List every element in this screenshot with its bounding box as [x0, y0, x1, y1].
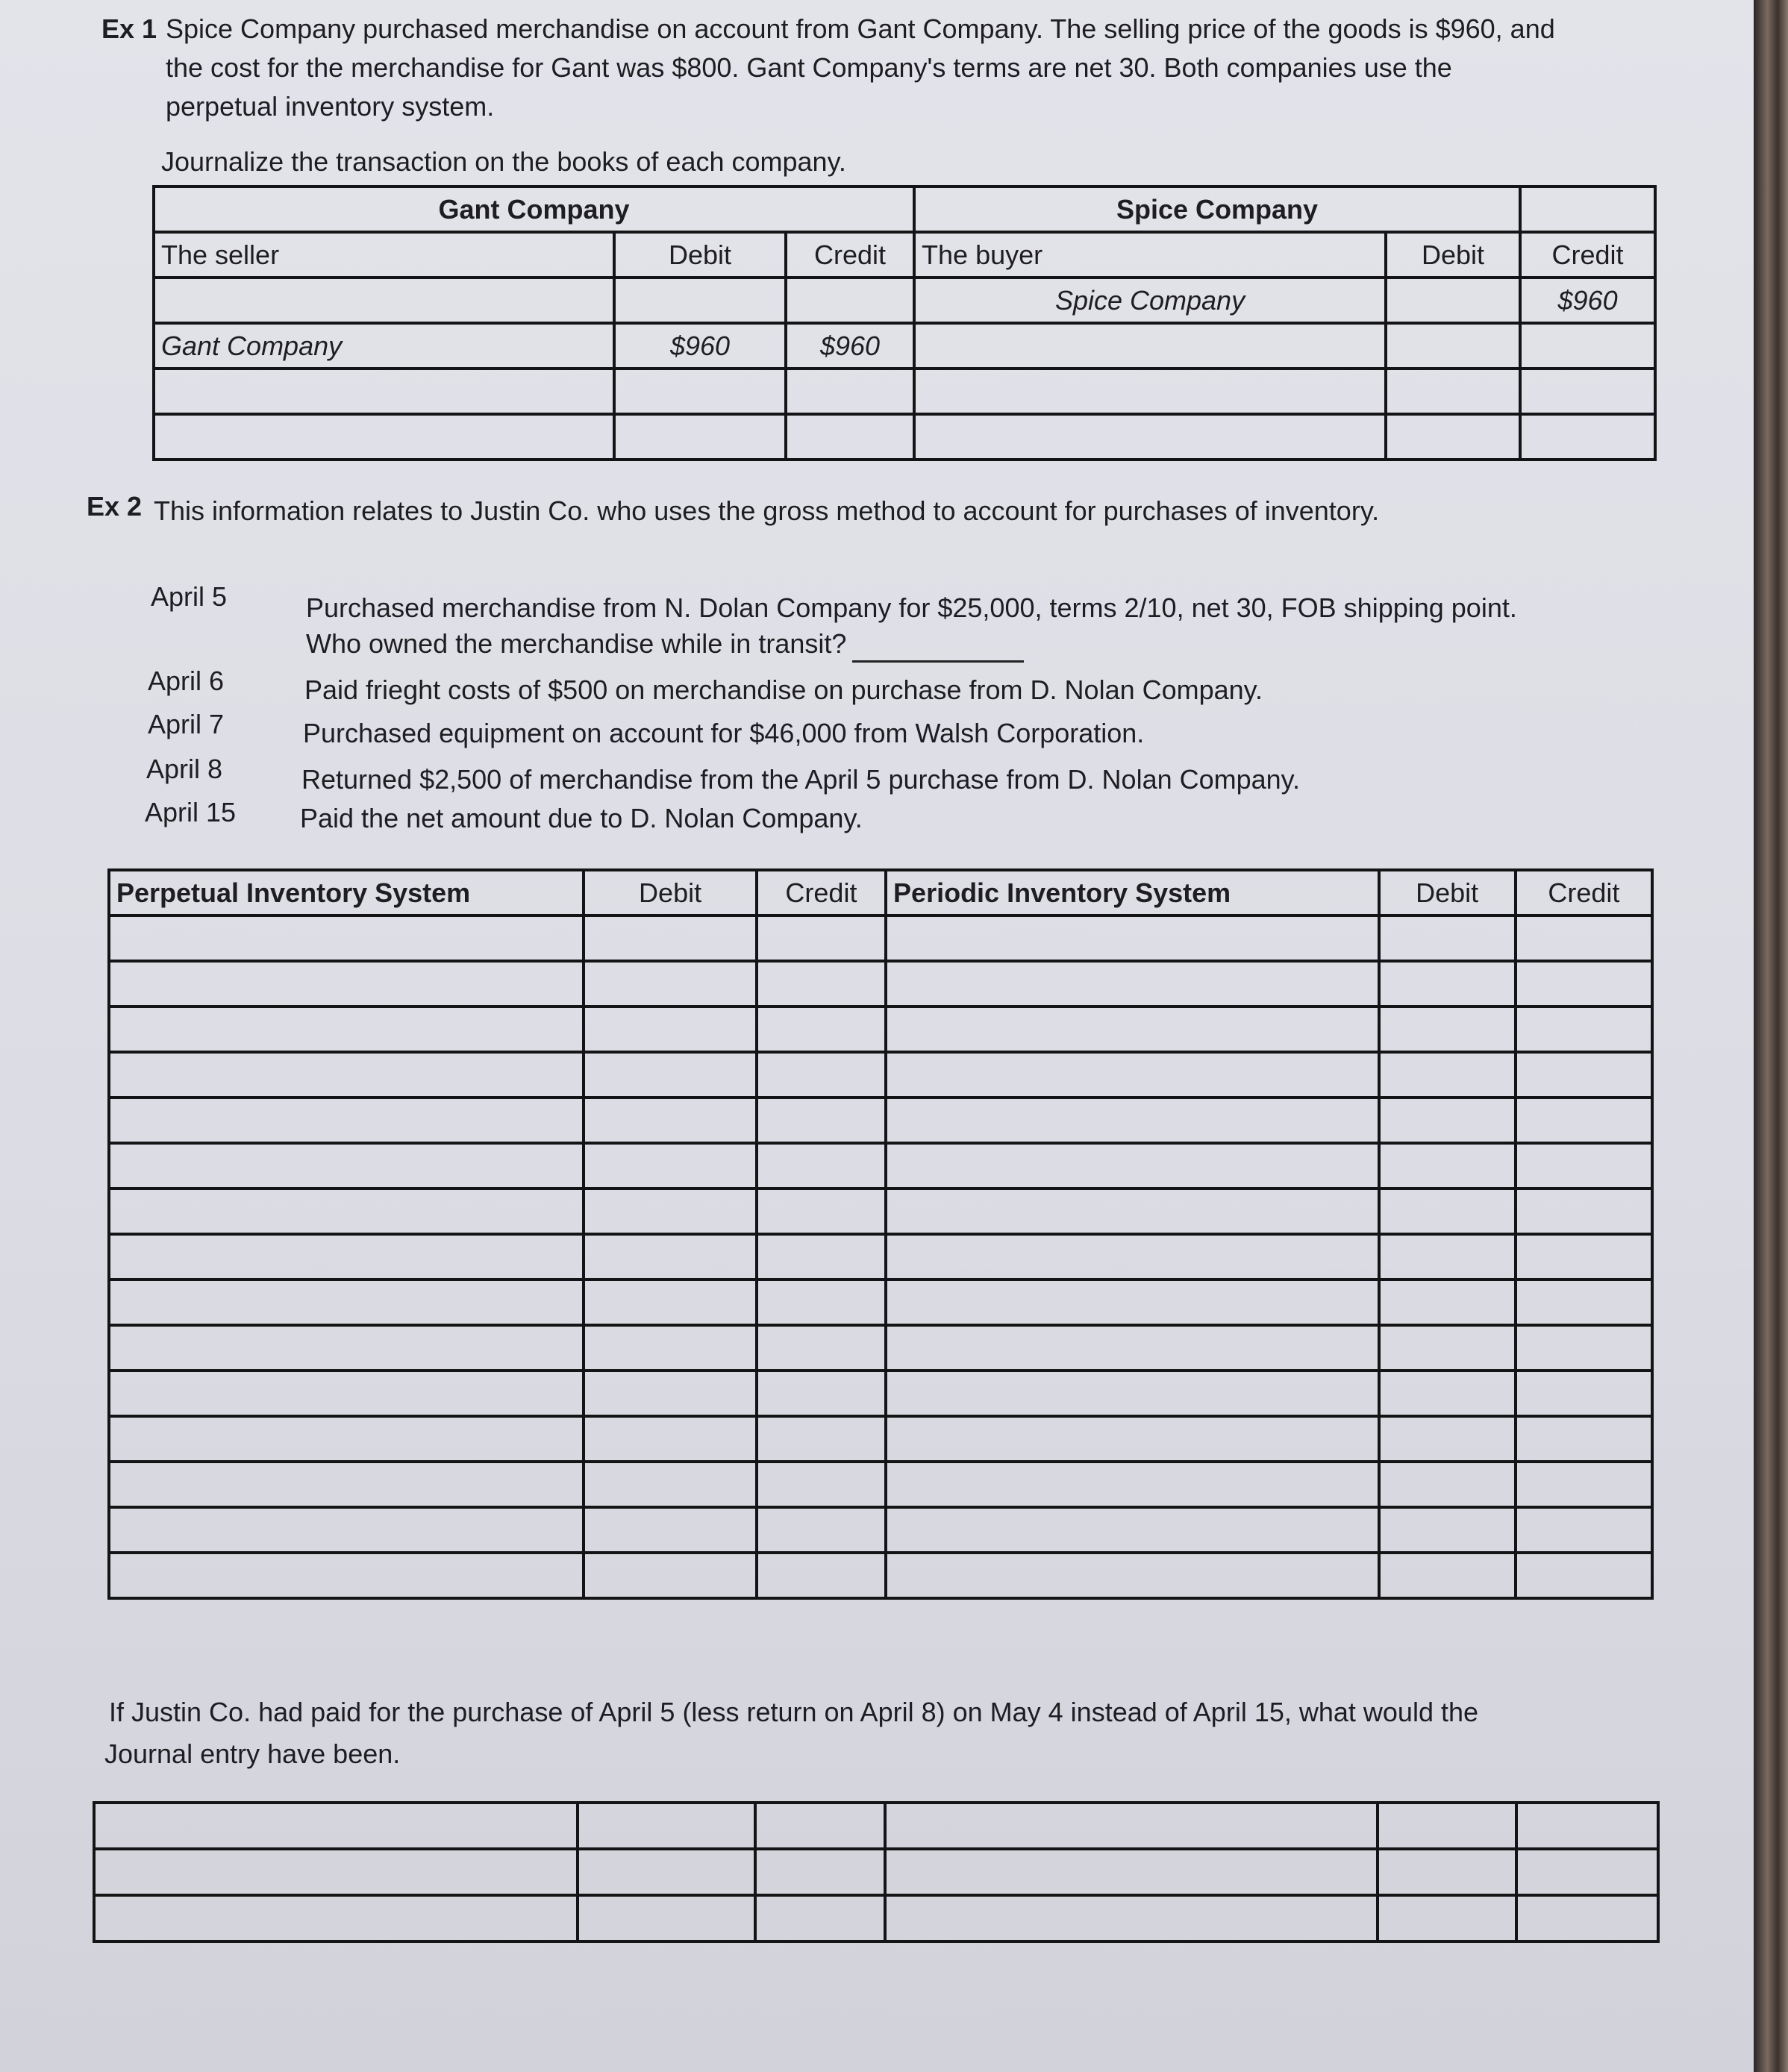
journal-cell[interactable] — [755, 1849, 885, 1895]
journal-row — [94, 1803, 1658, 1849]
journal-cell[interactable] — [1379, 1507, 1516, 1553]
journal-cell[interactable] — [757, 1143, 886, 1189]
journal-cell[interactable] — [109, 1234, 584, 1280]
journal-cell[interactable] — [1379, 1280, 1516, 1325]
journal-cell[interactable] — [1379, 1098, 1516, 1143]
journal-cell[interactable] — [584, 1098, 757, 1143]
periodic-debit-header: Debit — [1379, 870, 1516, 916]
journal-row — [109, 1007, 1652, 1052]
followup-question-line2: Journal entry have been. — [104, 1738, 401, 1769]
journal-cell[interactable] — [109, 1189, 584, 1234]
journal-cell[interactable] — [1386, 278, 1520, 323]
journal-cell[interactable] — [94, 1803, 578, 1849]
journal-cell[interactable] — [786, 414, 914, 460]
journal-row — [109, 1507, 1652, 1553]
header-blank-cell — [1520, 187, 1655, 232]
journal-cell[interactable] — [757, 1507, 886, 1553]
journal-cell[interactable] — [109, 1462, 584, 1507]
journal-cell[interactable] — [584, 1052, 757, 1098]
journal-cell[interactable] — [1516, 1507, 1652, 1553]
gant-company-header: Gant Company — [154, 187, 914, 232]
journal-cell[interactable] — [914, 414, 1386, 460]
faint-entry[interactable]: $960 — [1520, 278, 1655, 323]
ex2-rows — [109, 916, 1652, 1598]
journal-row — [109, 916, 1652, 961]
journal-cell[interactable] — [885, 1849, 1378, 1895]
journal-cell[interactable] — [109, 1007, 584, 1052]
journal-cell[interactable] — [109, 916, 584, 961]
journal-cell[interactable] — [886, 1280, 1378, 1325]
journal-cell[interactable] — [757, 1462, 886, 1507]
journal-cell[interactable] — [886, 1462, 1378, 1507]
perpetual-credit-header: Credit — [757, 870, 886, 916]
journal-cell[interactable] — [1386, 369, 1520, 414]
journal-cell[interactable] — [1379, 1234, 1516, 1280]
journal-cell[interactable] — [154, 414, 614, 460]
journal-cell[interactable] — [578, 1803, 755, 1849]
journal-cell[interactable] — [757, 1280, 886, 1325]
journal-cell[interactable] — [914, 323, 1386, 369]
journal-cell[interactable] — [109, 1143, 584, 1189]
journal-cell[interactable] — [1516, 916, 1652, 961]
journal-cell[interactable] — [1386, 414, 1520, 460]
journal-cell[interactable] — [584, 1371, 757, 1416]
journal-cell[interactable] — [614, 369, 786, 414]
journal-cell[interactable] — [1379, 1052, 1516, 1098]
followup-journal-table — [93, 1801, 1660, 1943]
journal-row — [109, 1553, 1652, 1598]
journal-cell[interactable] — [1379, 1143, 1516, 1189]
ex1-label: Ex 1 — [101, 13, 157, 44]
periodic-credit-header: Credit — [1516, 870, 1652, 916]
event-date: April 15 — [145, 797, 237, 827]
journal-cell[interactable] — [1379, 1416, 1516, 1462]
journal-cell[interactable] — [757, 1098, 886, 1143]
event-text-question — [306, 625, 1024, 663]
journal-cell[interactable] — [886, 1098, 1378, 1143]
faint-entry[interactable]: Gant Company — [154, 323, 614, 369]
journal-cell[interactable] — [886, 1007, 1378, 1052]
journal-cell[interactable] — [786, 369, 914, 414]
journal-cell[interactable] — [757, 1007, 886, 1052]
journal-cell[interactable] — [109, 961, 584, 1007]
event-date: April 5 — [151, 581, 228, 612]
buyer-label: The buyer — [914, 232, 1386, 278]
ex2-journal-table — [107, 868, 1654, 1600]
journal-cell[interactable] — [886, 1143, 1378, 1189]
journal-cell[interactable] — [1516, 1416, 1652, 1462]
journal-row — [109, 1462, 1652, 1507]
journal-row — [109, 1371, 1652, 1416]
journal-cell[interactable] — [1379, 916, 1516, 961]
journal-cell[interactable] — [1379, 1371, 1516, 1416]
journal-row — [109, 1052, 1652, 1098]
answer-blank[interactable] — [852, 635, 1024, 663]
ex2-label: Ex 2 — [87, 491, 143, 522]
journal-cell[interactable] — [757, 1325, 886, 1371]
journal-cell[interactable] — [109, 1553, 584, 1598]
journal-row — [109, 1189, 1652, 1234]
journal-cell[interactable] — [1520, 414, 1655, 460]
ex2-intro: This information relates to Justin Co. who uses the gross method to account for purchases of inventory. — [154, 495, 1380, 526]
followup-rows — [94, 1803, 1658, 1941]
journal-cell[interactable] — [584, 1189, 757, 1234]
journal-cell[interactable] — [885, 1803, 1378, 1849]
journal-cell[interactable] — [109, 1371, 584, 1416]
event-date: April 6 — [148, 666, 225, 696]
event-date: April 8 — [146, 754, 223, 784]
event-text: Paid the net amount due to D. Nolan Company. — [300, 803, 863, 833]
background-fabric — [1754, 0, 1788, 2072]
journal-cell[interactable] — [755, 1895, 885, 1941]
ex1-text-line1: Spice Company purchased merchandise on account from Gant Company. The selling price of the goods is $960, and — [166, 13, 1555, 44]
journal-cell[interactable] — [914, 369, 1386, 414]
journal-row — [94, 1849, 1658, 1895]
event-text: Purchased merchandise from N. Dolan Company for $25,000, terms 2/10, net 30, FOB shipping point. — [306, 592, 1517, 623]
journal-cell[interactable] — [584, 1325, 757, 1371]
journal-cell[interactable] — [154, 369, 614, 414]
journal-cell[interactable] — [1516, 1189, 1652, 1234]
journal-cell[interactable] — [154, 278, 614, 323]
journal-cell[interactable] — [1520, 369, 1655, 414]
journal-cell[interactable] — [1379, 961, 1516, 1007]
journal-cell[interactable] — [584, 1462, 757, 1507]
journal-cell[interactable] — [757, 961, 886, 1007]
journal-cell[interactable] — [584, 961, 757, 1007]
journal-cell[interactable] — [757, 1371, 886, 1416]
journal-cell[interactable] — [584, 1553, 757, 1598]
journal-row — [109, 1143, 1652, 1189]
journal-cell[interactable] — [757, 1189, 886, 1234]
journal-cell[interactable] — [584, 1507, 757, 1553]
journal-cell[interactable] — [886, 1189, 1378, 1234]
journal-cell[interactable] — [1516, 1143, 1652, 1189]
journal-cell[interactable] — [109, 1325, 584, 1371]
journal-cell[interactable] — [1516, 1098, 1652, 1143]
journal-cell[interactable] — [109, 1507, 584, 1553]
followup-question-line1: If Justin Co. had paid for the purchase of April 5 (less return on April 8) on May 4 instead of April 15, what would the — [109, 1697, 1479, 1727]
journal-cell[interactable] — [584, 1234, 757, 1280]
journal-row — [109, 961, 1652, 1007]
perpetual-debit-header: Debit — [584, 870, 757, 916]
journal-cell[interactable] — [886, 1371, 1378, 1416]
journal-cell[interactable] — [1379, 1007, 1516, 1052]
seller-label: The seller — [154, 232, 614, 278]
journal-cell[interactable] — [94, 1849, 578, 1895]
journal-cell[interactable] — [1520, 323, 1655, 369]
journal-cell[interactable] — [1386, 323, 1520, 369]
journal-cell[interactable] — [1379, 1462, 1516, 1507]
journal-cell[interactable] — [578, 1849, 755, 1895]
journal-cell[interactable] — [614, 278, 786, 323]
journal-cell[interactable] — [1516, 1007, 1652, 1052]
event-date: April 7 — [148, 709, 225, 739]
event-text: Paid frieght costs of $500 on merchandise on purchase from D. Nolan Company. — [304, 675, 1263, 705]
journal-cell[interactable] — [109, 1052, 584, 1098]
journal-cell[interactable] — [886, 1234, 1378, 1280]
journal-cell[interactable] — [1379, 1189, 1516, 1234]
ex1-text-line3: perpetual inventory system. — [166, 91, 495, 122]
journal-cell[interactable] — [1516, 1553, 1652, 1598]
perpetual-header: Perpetual Inventory System — [109, 870, 584, 916]
faint-entry[interactable]: $960 — [614, 323, 786, 369]
journal-cell[interactable] — [109, 1280, 584, 1325]
journal-cell[interactable] — [1516, 1371, 1652, 1416]
gant-debit-header: Debit — [614, 232, 786, 278]
journal-cell[interactable] — [886, 1416, 1378, 1462]
journal-cell[interactable] — [886, 1052, 1378, 1098]
journal-cell[interactable] — [109, 1098, 584, 1143]
journal-cell[interactable] — [886, 1325, 1378, 1371]
event-text: Returned $2,500 of merchandise from the April 5 purchase from D. Nolan Company. — [301, 764, 1301, 795]
journal-cell[interactable] — [584, 1143, 757, 1189]
journal-cell[interactable] — [1379, 1325, 1516, 1371]
journal-cell[interactable] — [584, 1007, 757, 1052]
journal-cell[interactable] — [1516, 1895, 1658, 1941]
journal-cell[interactable] — [584, 916, 757, 961]
journal-cell[interactable] — [1379, 1553, 1516, 1598]
journal-cell[interactable] — [1378, 1849, 1516, 1895]
spice-company-header: Spice Company — [914, 187, 1520, 232]
ex1-instruction: Journalize the transaction on the books of each company. — [161, 146, 846, 177]
journal-cell[interactable] — [1516, 1462, 1652, 1507]
ex1-journal-table — [152, 185, 1657, 461]
journal-row — [109, 1234, 1652, 1280]
journal-cell[interactable] — [757, 1234, 886, 1280]
journal-cell[interactable] — [584, 1280, 757, 1325]
journal-cell[interactable] — [786, 278, 914, 323]
gant-credit-header: Credit — [786, 232, 914, 278]
journal-cell[interactable] — [94, 1895, 578, 1941]
journal-cell[interactable] — [1516, 1234, 1652, 1280]
journal-cell[interactable] — [1378, 1803, 1516, 1849]
periodic-header: Periodic Inventory System — [886, 870, 1378, 916]
journal-cell[interactable] — [757, 916, 886, 961]
journal-row — [94, 1895, 1658, 1941]
journal-cell[interactable] — [1516, 1280, 1652, 1325]
journal-cell[interactable] — [757, 1553, 886, 1598]
journal-cell[interactable] — [886, 1507, 1378, 1553]
journal-cell[interactable] — [578, 1895, 755, 1941]
journal-cell[interactable] — [584, 1416, 757, 1462]
journal-cell[interactable] — [886, 916, 1378, 961]
journal-cell[interactable] — [886, 1553, 1378, 1598]
spice-credit-header: Credit — [1520, 232, 1655, 278]
ex1-text-line2: the cost for the merchandise for Gant was $800. Gant Company's terms are net 30. Both companies use the — [166, 52, 1452, 83]
journal-cell[interactable] — [886, 961, 1378, 1007]
journal-cell[interactable] — [1516, 1849, 1658, 1895]
journal-cell[interactable] — [757, 1052, 886, 1098]
journal-cell[interactable] — [885, 1895, 1378, 1941]
journal-row — [109, 1280, 1652, 1325]
transit-question: Who owned the merchandise while in transit? — [306, 628, 847, 659]
faint-entry[interactable]: $960 — [786, 323, 914, 369]
journal-row — [109, 1098, 1652, 1143]
journal-cell[interactable] — [1516, 1325, 1652, 1371]
journal-cell[interactable] — [614, 414, 786, 460]
journal-cell[interactable] — [1516, 961, 1652, 1007]
faint-entry[interactable]: Spice Company — [914, 278, 1386, 323]
journal-cell[interactable] — [1378, 1895, 1516, 1941]
event-text: Purchased equipment on account for $46,000 from Walsh Corporation. — [303, 718, 1145, 748]
journal-cell[interactable] — [755, 1803, 885, 1849]
journal-cell[interactable] — [1516, 1052, 1652, 1098]
journal-cell[interactable] — [109, 1416, 584, 1462]
journal-row — [109, 1325, 1652, 1371]
journal-cell[interactable] — [1516, 1803, 1658, 1849]
journal-row — [109, 1416, 1652, 1462]
journal-cell[interactable] — [757, 1416, 886, 1462]
spice-debit-header: Debit — [1386, 232, 1520, 278]
